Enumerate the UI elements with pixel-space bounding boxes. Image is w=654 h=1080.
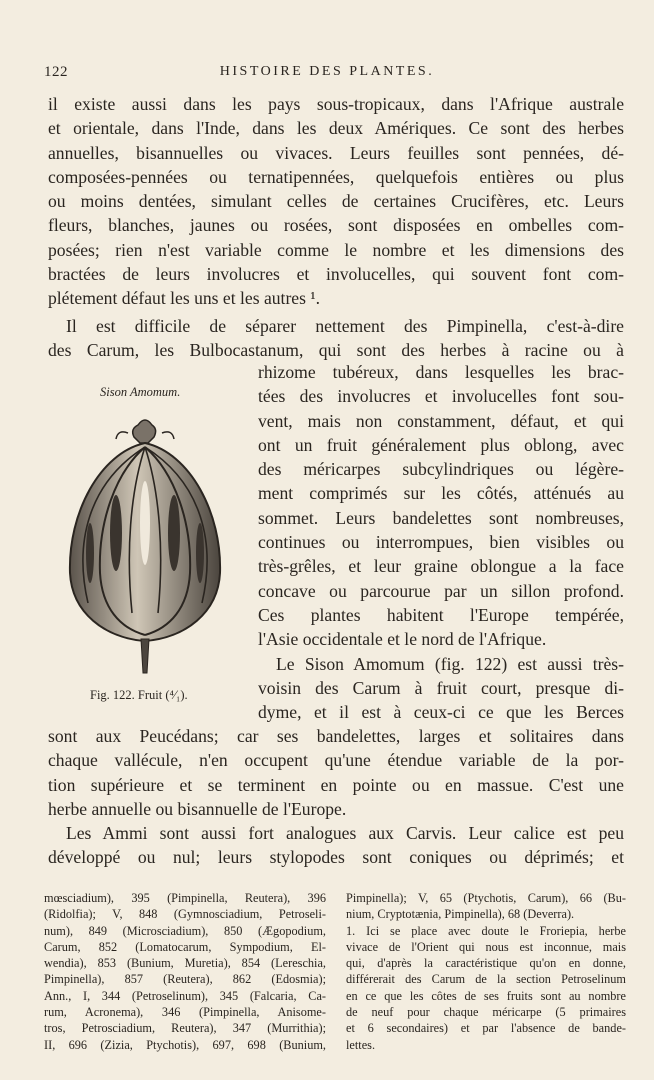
text-line: tées des involucres et involucelles font sou-: [258, 386, 624, 407]
text-line: concave ou parcourue par un sillon profond.: [258, 580, 624, 601]
text-line: voisin des Carum à fruit court, presque di-: [258, 677, 624, 698]
footnote-line: différerait des Carum de la section Petroselinum: [346, 972, 626, 987]
footnote-line: Carum, 852 (Lomatocarum, Sympodium, El-: [44, 939, 326, 954]
footnote-line: num), 849 (Microsciadium), 850 (Ægopodium,: [44, 923, 326, 938]
text-line: Il est difficile de séparer nettement des Pimpinella, c'est-à-dire: [66, 316, 624, 336]
paragraph-2-wide: [48, 314, 624, 363]
footnote-line: (Ridolfia); V, 848 (Gymnosciadium, Petroseli-: [44, 907, 326, 922]
paragraph-3: [48, 724, 624, 870]
text-line: Le Sison Amomum (fig. 122) est aussi très-: [276, 653, 624, 674]
running-title: HISTOIRE DES PLANTES.: [219, 64, 435, 79]
footnotes-right: [346, 890, 626, 1053]
figure-label: Sison Amomum.: [100, 385, 181, 399]
text-line: l'Asie occidentale et le nord de l'Afrique.: [258, 629, 547, 650]
page-number: 122: [44, 64, 68, 80]
footnote-line: qui, d'après la caractéristique qu'on en donne,: [346, 956, 626, 971]
text-line: herbe annuelle ou bisannuelle de l'Europe.: [48, 798, 347, 819]
text-line: annuelles, bisannuelles ou vivaces. Leurs feuilles sont pennées, dé-: [48, 142, 624, 163]
footnote-line: en ce que les côtes de ses fruits sont au nombre: [346, 988, 626, 1003]
footnotes-left: [44, 890, 326, 1053]
text-line: développé ou nul; leurs stylopodes sont coniques ou déprimés; et: [48, 847, 624, 868]
footnote-line: de neuf pour chaque méricarpe (5 primaires: [346, 1005, 626, 1020]
footnote-line: Pimpinella); V, 65 (Ptychotis, Carum), 66 (Bu-: [346, 891, 626, 905]
footnote-line: nium, Cryptotænia, Pimpinella), 68 (Deverra).: [346, 907, 575, 922]
text-line: fleurs, blanches, jaunes ou rosées, sont disposées en ombelles com-: [48, 215, 624, 236]
text-line: il existe aussi dans les pays sous-tropicaux, dans l'Afrique australe: [48, 94, 624, 114]
text-line: des méricarpes subcylindriques ou légère-: [258, 459, 624, 480]
text-line: ont un fruit généralement plus oblong, avec: [258, 434, 624, 455]
text-line: vent, mais non constamment, défaut, et qui: [258, 410, 624, 431]
text-line: dyme, et il est à ceux-ci ce que les Berces: [258, 702, 624, 723]
text-line: composées-pennées ou ternatipennées, quelquefois entières ou plus: [48, 166, 624, 187]
footnote-line: Ann., I, 344 (Petroselinum), 345 (Falcaria, Ca-: [44, 988, 326, 1003]
text-line: plétement défaut les uns et les autres ¹.: [48, 288, 321, 309]
footnote-line: wendia), 853 (Bunium, Muretia), 854 (Lereschia,: [44, 956, 326, 971]
footnote-line: lettes.: [346, 1037, 376, 1052]
footnote-line: rum, Acronema), 346 (Pimpinella, Anisome-: [44, 1005, 326, 1020]
paragraph-1: [48, 92, 624, 311]
text-line: rhizome tubéreux, dans lesquelles les brac-: [258, 362, 624, 382]
footnote-line: et 6 secondaires) et par l'absence de bande-: [346, 1021, 626, 1036]
text-line: des Carum, les Bulbocastanum, qui sont des herbes à racine ou à: [48, 340, 624, 361]
text-line: ment comprimés sur les côtés, atténués au: [258, 483, 624, 504]
text-line: Les Ammi sont aussi fort analogues aux Carvis. Leur calice est peu: [66, 823, 624, 844]
text-line: chaque vallécule, n'en occupent qu'une étendue variable de la por-: [48, 750, 624, 771]
text-line: et orientale, dans l'Inde, dans les deux Amériques. Ce sont des herbes: [48, 118, 624, 139]
paragraph-2-narrow: [258, 360, 624, 724]
text-line: Ces plantes habitent l'Europe tempérée,: [258, 604, 624, 625]
footnote-line: vivace de l'Orient qui nous est inconnue, mais: [346, 939, 626, 954]
text-line: sommet. Leurs bandelettes sont nombreuses,: [258, 507, 624, 528]
text-line: continues ou interrompues, bien visibles ou: [258, 532, 624, 553]
text-line: posées; rien n'est variable comme le nombre et les dimensions des: [48, 239, 624, 260]
text-line: tion supérieure et se terminent en pointe ou en massue. C'est une: [48, 774, 624, 795]
footnote-line: 1. Ici se place avec doute le Froriepia, herbe: [346, 923, 626, 938]
sison-amomum-fruit-engraving: [60, 413, 230, 675]
footnote-line: II, 696 (Zizia, Ptychotis), 697, 698 (Bunium,: [44, 1037, 326, 1052]
footnote-line: mœsciadium), 395 (Pimpinella, Reutera), 396: [44, 891, 326, 905]
text-line: bractées de leurs involucres et involucelles, qui souvent font com-: [48, 264, 624, 285]
footnote-line: Pimpinella), 857 (Reutera), 862 (Edosmia);: [44, 972, 326, 987]
figure-caption: Fig. 122. Fruit (⁴⁄₁).: [90, 688, 188, 702]
text-line: sont aux Peucédans; car ses bandelettes, larges et solitaires dans: [48, 726, 624, 746]
text-line: très-grêles, et leur graine oblongue a la face: [258, 556, 624, 577]
text-line: ou moins dentées, simulant celles de certaines Crucifères, etc. Leurs: [48, 191, 624, 212]
footnote-line: tros, Petrosciadium, Reutera), 347 (Murrithia);: [44, 1021, 326, 1036]
